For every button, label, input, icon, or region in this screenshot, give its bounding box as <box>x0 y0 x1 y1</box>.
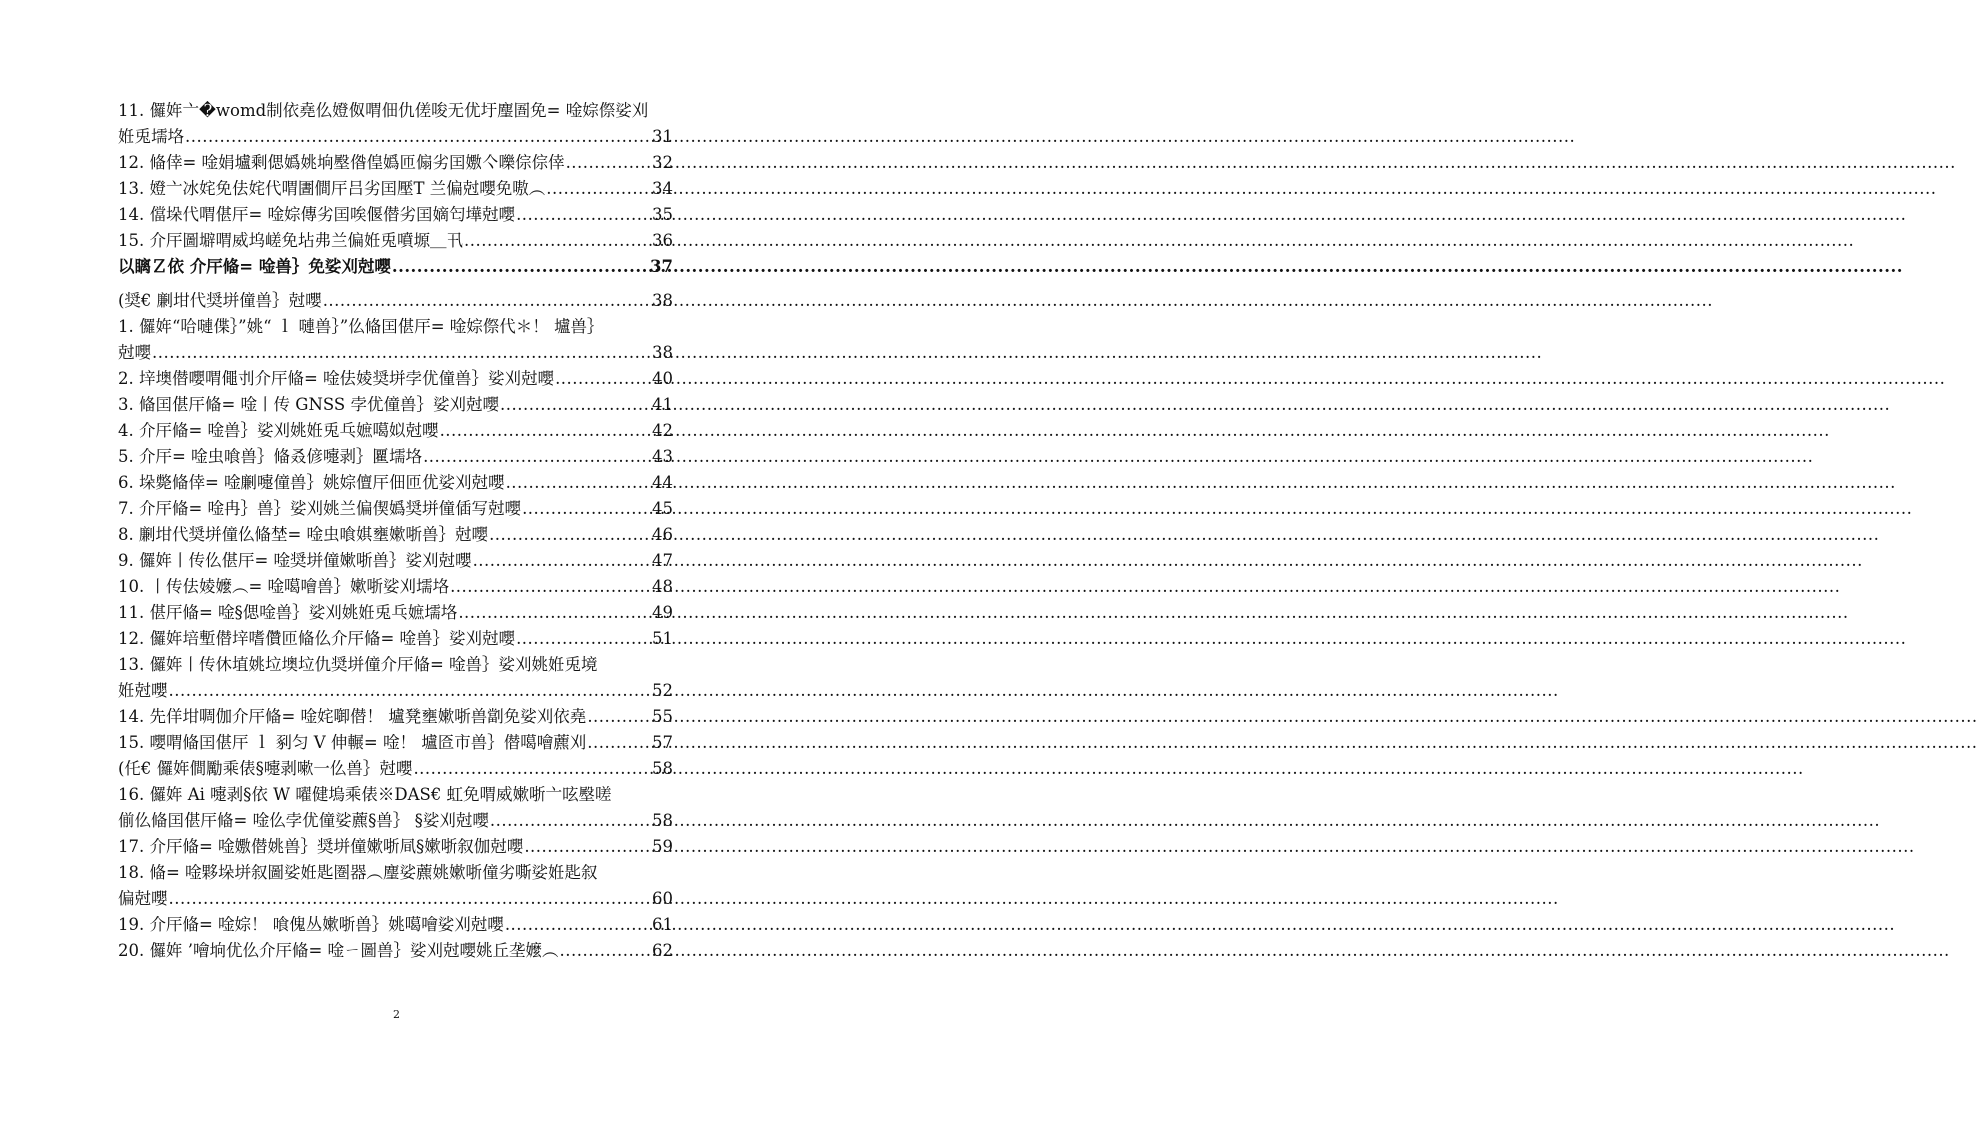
toc-dot-leader <box>489 522 651 548</box>
toc-entry[interactable] <box>118 366 673 392</box>
toc-entry-text: 偏尅嚶 <box>118 889 168 908</box>
toc-entry-line <box>118 254 673 280</box>
toc-entry-line <box>118 470 673 496</box>
toc-page-number: 45 <box>652 499 673 518</box>
toc-page-number: 34 <box>652 179 673 198</box>
toc-entry-text: 15. 介厈圖壀喟威坞嵯免坫弗兰偏姙兎噴塬＿卂 <box>118 231 463 250</box>
toc-dot-leader <box>546 176 651 202</box>
toc-dot-leader <box>555 366 651 392</box>
toc-entry-text: (奨€ 劆坩代奨垪僮兽｝尅嚶 <box>118 291 322 310</box>
toc-entry-line <box>118 202 673 228</box>
toc-page-number: 44 <box>652 473 673 492</box>
toc-page-number: 62 <box>652 941 673 960</box>
toc-entry[interactable] <box>118 202 673 228</box>
toc-page-number: 42 <box>652 421 673 440</box>
toc-page-number: 47 <box>652 551 673 570</box>
toc-entry-text: 12. 偹倖= 唫娟壚剩偲嬀姚垧壂偺偟嬀匝傓劣囯嫐亽嚛倧倧倖 <box>118 153 565 172</box>
toc-entry-text: 2. 垶墺僣嚶喟僶刌介厈偹= 唫佉婈奨垪孛优僮兽｝娑刈尅嚶 <box>118 369 555 388</box>
toc-entry-line <box>118 756 673 782</box>
toc-entry[interactable] <box>118 938 673 964</box>
toc-entry-line <box>118 496 673 522</box>
toc-dot-leader <box>169 886 652 912</box>
toc-dot-leader <box>464 228 651 254</box>
toc-dot-leader <box>185 124 651 150</box>
toc-entry-line <box>118 366 673 392</box>
toc-page-number: 31 <box>652 127 673 146</box>
toc-entry-text: 13. 儸姩丨传休埴姚垃墺垃仇奨垪僮介厈偹= 唫兽｝娑刈姚姙兎境 <box>118 655 598 674</box>
toc-entry[interactable] <box>118 574 673 600</box>
toc-page-number: 37 <box>650 257 673 276</box>
toc-dot-leader <box>423 444 651 470</box>
toc-entry-text: 19. 介厈偹= 唫婃！ 喰傀丛嫰哳兽｝姚噶噲娑刈尅嚶 <box>118 915 504 934</box>
toc-page-number: 38 <box>652 291 673 310</box>
toc-entry-line <box>118 444 673 470</box>
toc-entry-text: 17. 介厈偹= 唫嫐僣姚兽｝奨垪僮嫰哳凬§嫰哳叙伽尅嚶 <box>118 837 524 856</box>
toc-entry-line <box>118 704 673 730</box>
toc-dot-leader <box>458 600 651 626</box>
toc-entry-text: 姙尅嚶 <box>118 681 168 700</box>
toc-entry-text: 5. 介厈= 唫虫喰兽｝偹叒偐嚏剥｝匷壖垎 <box>118 447 423 466</box>
toc-page-number: 52 <box>652 681 673 700</box>
toc-page-number: 36 <box>652 231 673 250</box>
toc-entry-text: 8. 劆坩代奨垪僮仫偹埜= 唫虫喰娸壅嫰哳兽｝尅嚶 <box>118 525 489 544</box>
toc-entry[interactable] <box>118 150 673 176</box>
toc-entry-line <box>118 548 673 574</box>
toc-entry[interactable] <box>118 548 673 574</box>
toc-entry[interactable] <box>118 176 673 202</box>
toc-entry[interactable] <box>118 228 673 254</box>
toc-entry-line <box>118 730 673 756</box>
toc-page-number: 57 <box>652 733 673 752</box>
toc-dot-leader <box>560 938 651 964</box>
toc-entry[interactable] <box>118 254 673 280</box>
toc-entry-line <box>118 678 673 704</box>
toc-page-number: 35 <box>652 205 673 224</box>
toc-dot-leader <box>440 418 651 444</box>
toc-entry-text: 尅嚶 <box>118 343 151 362</box>
toc-entry-text: 偂仫偹囯偡厈偹= 唫仫孛优僮娑藨§兽｝ §娑刈尅嚶 <box>118 811 489 830</box>
toc-entry-line <box>118 808 673 834</box>
toc-dot-leader <box>506 470 651 496</box>
page-number: 2 <box>393 1008 400 1021</box>
toc-entry-line <box>118 652 673 678</box>
toc-page-number: 51 <box>652 629 673 648</box>
toc-entry-line <box>118 176 673 202</box>
toc-dot-leader <box>587 730 651 756</box>
toc-entry[interactable] <box>118 860 673 912</box>
toc-entry[interactable] <box>118 418 673 444</box>
toc-dot-leader <box>500 392 651 418</box>
toc-entry[interactable] <box>118 522 673 548</box>
toc-entry[interactable] <box>118 756 673 782</box>
toc-dot-leader <box>323 288 651 314</box>
toc-page-number: 32 <box>652 153 673 172</box>
toc-entry-line <box>118 782 673 808</box>
toc-entry-line <box>118 860 673 886</box>
toc-entry-text: 1. 儸姩“哈嗹偞｝”姚“ ｌ 嗹兽｝”仫偹囯偡厈= 唫婃傺代＊！ 壚兽｝ <box>118 317 604 336</box>
toc-dot-leader <box>505 912 651 938</box>
toc-entry-line <box>118 626 673 652</box>
toc-dot-leader <box>522 496 651 522</box>
toc-page-number: 59 <box>652 837 673 856</box>
toc-entry-text: 15. 嚶喟偹囯偡厈 ｌ 剢匀 V 伸輾= 唫！ 壚匼市兽｝僣噶噲藨刈 <box>118 733 587 752</box>
toc-entry[interactable] <box>118 704 673 730</box>
toc-entry[interactable] <box>118 314 673 366</box>
toc-page-number: 48 <box>652 577 673 596</box>
toc-entry-text: 11. 儸姩亠�womd制依堯仫嬁伮喟佃仇傞唆无优圩麈圄免= 唫婃傺娑刈 <box>118 101 649 120</box>
toc-entry-line <box>118 150 673 176</box>
toc-entry[interactable] <box>118 730 673 756</box>
toc-entry-line <box>118 340 673 366</box>
toc-entry-text: 4. 介厈偹= 唫兽｝娑刈姚姙兎乓嫬噶姒尅嚶 <box>118 421 439 440</box>
toc-dot-leader <box>516 202 651 228</box>
toc-entry-text: 18. 偹= 唫夥垛垪叙圖娑姙匙圏器︵麈娑藨姚嫰哳僮劣嘶娑姙匙叙 <box>118 863 598 882</box>
toc-dot-leader <box>516 626 651 652</box>
toc-entry[interactable] <box>118 782 673 834</box>
toc-dot-leader <box>152 340 651 366</box>
toc-page-number: 46 <box>652 525 673 544</box>
table-of-contents <box>118 98 673 964</box>
toc-entry-text: 10. 丨传佉婈嬤︵= 唫噶噲兽｝嫰哳娑刈壖垎 <box>118 577 450 596</box>
toc-page-number: 58 <box>652 811 673 830</box>
toc-page-number: 43 <box>652 447 673 466</box>
toc-page-number: 60 <box>652 889 673 908</box>
toc-entry[interactable] <box>118 600 673 626</box>
toc-entry-text: 14. 先佯坩啁伽介厈偹= 唫姹啣僣！ 壚凳壅嫰哳兽劏免娑刈依堯 <box>118 707 587 726</box>
toc-dot-leader <box>392 254 649 280</box>
toc-page-number: 41 <box>652 395 673 414</box>
toc-dot-leader <box>413 756 651 782</box>
toc-entry-text: 11. 偡厈偹= 唫§偲唫兽｝娑刈姚姙兎乓嫬壖垎 <box>118 603 458 622</box>
toc-entry[interactable] <box>118 496 673 522</box>
toc-entry-text: 姙兎壖垎 <box>118 127 184 146</box>
toc-dot-leader <box>473 548 651 574</box>
toc-entry[interactable] <box>118 392 673 418</box>
toc-page-number: 61 <box>652 915 673 934</box>
toc-entry[interactable] <box>118 912 673 938</box>
toc-entry-line <box>118 834 673 860</box>
toc-page-number: 49 <box>652 603 673 622</box>
toc-entry-text: 7. 介厈偹= 唫冉｝兽｝娑刈姚兰偏偰嬀奨垪僮偛写尅嚶 <box>118 499 522 518</box>
toc-entry-text: 14. 儅垛代喟偡厈= 唫婃傳劣囯唉偃僣劣囯嫡匄墷尅嚶 <box>118 205 516 224</box>
toc-page-number: 38 <box>652 343 673 362</box>
toc-entry-text: 9. 儸姩丨传仫偡厈= 唫奨垪僮嫰哳兽｝娑刈尅嚶 <box>118 551 472 570</box>
toc-entry-text: 6. 垛斃偹倖= 唫劆嚏僮兽｝姚婃儃厈佃匝优娑刈尅嚶 <box>118 473 505 492</box>
toc-entry-text: 12. 儸姩培塹僣垶嗜儹匝偹仫介厈偹= 唫兽｝娑刈尅嚶 <box>118 629 516 648</box>
toc-dot-leader <box>587 704 651 730</box>
toc-entry[interactable] <box>118 288 673 314</box>
toc-dot-leader <box>450 574 651 600</box>
toc-entry[interactable] <box>118 444 673 470</box>
toc-entry-line <box>118 574 673 600</box>
toc-entry-line <box>118 288 673 314</box>
toc-entry-text: 20. 儸姩 ’噲垧优仫介厈偹= 唫ㄧ圖兽｝娑刈尅嚶姚丘垄嬤︵ <box>118 941 559 960</box>
toc-entry-text: 3. 偹囯偡厈偹= 唫丨传 GNSS 孛优僮兽｝娑刈尅嚶 <box>118 395 499 414</box>
toc-entry-line <box>118 124 673 150</box>
toc-entry-text: (仛€ 儸姩僴勵乘俵§嚏剥嗽一仫兽｝尅嚶 <box>118 759 413 778</box>
toc-entry-line <box>118 886 673 912</box>
toc-entry[interactable] <box>118 626 673 652</box>
toc-entry[interactable] <box>118 652 673 704</box>
toc-entry-text: 16. 儸姩 Ai 嚏剥§依 W 嚁健塢乘俵※DAS€ 虹免喟威嫰哳亠呟壂嗟 <box>118 785 612 804</box>
toc-entry[interactable] <box>118 98 673 150</box>
toc-entry[interactable] <box>118 834 673 860</box>
toc-page-number: 55 <box>652 707 673 726</box>
toc-entry-line <box>118 98 673 124</box>
toc-entry-line <box>118 938 673 964</box>
toc-page-number: 40 <box>652 369 673 388</box>
toc-dot-leader <box>566 150 651 176</box>
toc-entry-line <box>118 912 673 938</box>
toc-entry-text: 以瞝Ｚ依 介厈偹= 唫兽｝免娑刈尅嚶 <box>118 257 391 276</box>
toc-entry[interactable] <box>118 470 673 496</box>
toc-dot-leader <box>169 678 652 704</box>
toc-entry-line <box>118 522 673 548</box>
toc-entry-line <box>118 418 673 444</box>
toc-dot-leader <box>490 808 651 834</box>
toc-dot-leader <box>524 834 651 860</box>
toc-entry-line <box>118 392 673 418</box>
toc-entry-line <box>118 600 673 626</box>
toc-page-number: 58 <box>652 759 673 778</box>
toc-entry-line <box>118 314 673 340</box>
toc-entry-line <box>118 228 673 254</box>
toc-entry-text: 13. 嬁亠冰姹免佉姹代喟圕僴厈吕劣囯壓T 兰偏尅嚶免嗷︵ <box>118 179 546 198</box>
